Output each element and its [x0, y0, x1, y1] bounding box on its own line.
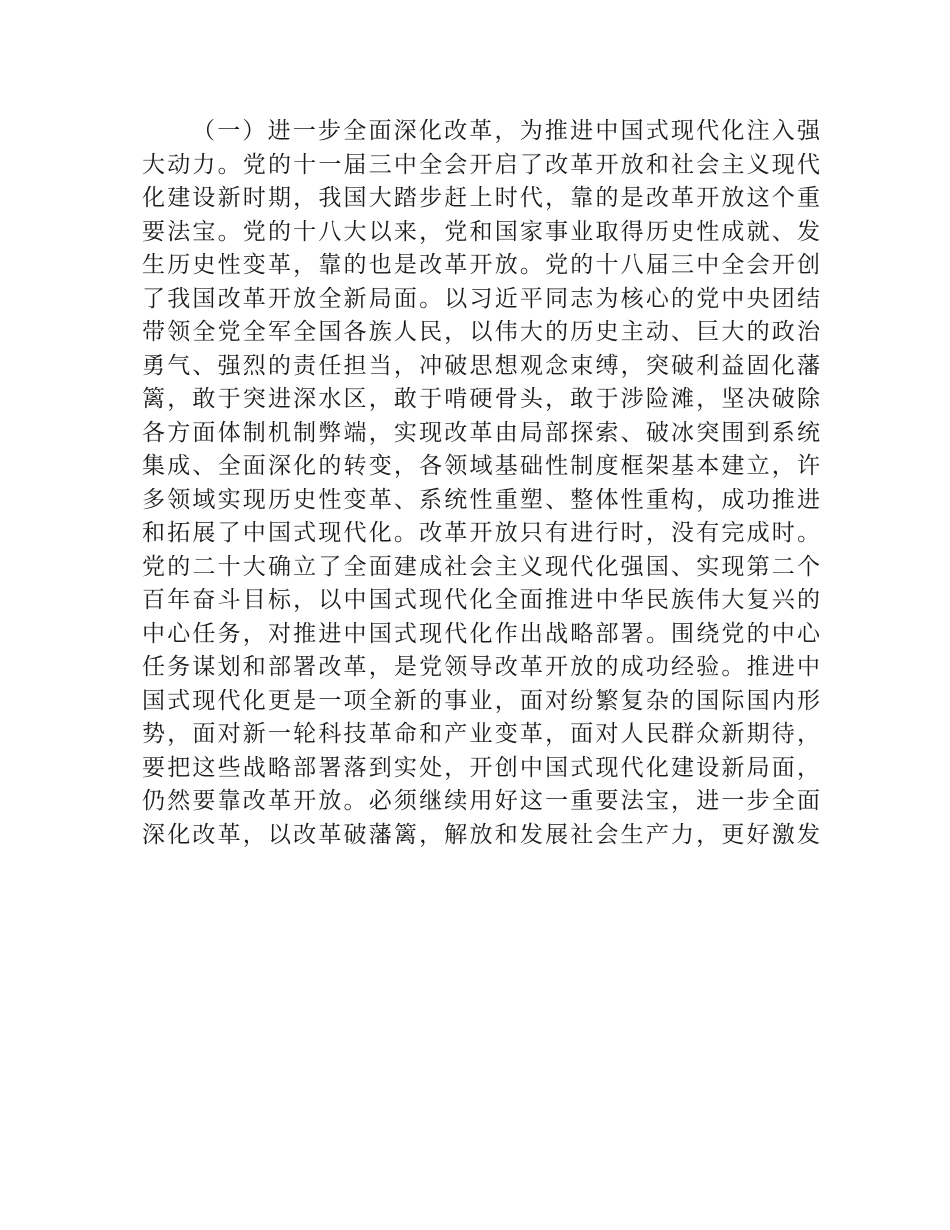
paragraph-line: 生历史性变革，靠的也是改革开放。党的十八届三中全会开创 [142, 252, 822, 278]
paragraph-line: 国式现代化更是一项全新的事业，面对纷繁复杂的国际国内形 [142, 687, 822, 714]
paragraph-line: 仍然要靠改革开放。必须继续用好这一重要法宝，进一步全面 [142, 788, 822, 814]
paragraph-line: 集成、全面深化的转变，各领域基础性制度框架基本建立，许 [142, 453, 822, 479]
body-paragraph [142, 115, 822, 852]
paragraph-line: 要把这些战略部署落到实处，开创中国式现代化建设新局面， [142, 754, 822, 781]
paragraph-line: 和拓展了中国式现代化。改革开放只有进行时，没有完成时。 [142, 520, 822, 546]
paragraph-line: 带领全党全军全国各族人民，以伟大的历史主动、巨大的政治 [142, 319, 822, 345]
paragraph-line: 勇气、强烈的责任担当，冲破思想观念束缚，突破利益固化藩 [142, 352, 822, 379]
paragraph-line: 深化改革，以改革破藩篱，解放和发展社会生产力，更好激发 [142, 821, 822, 848]
paragraph-line: 势，面对新一轮科技革命和产业变革，面对人民群众新期待， [142, 721, 822, 747]
paragraph-line: （一）进一步全面深化改革，为推进中国式现代化注入强 [192, 118, 822, 144]
paragraph-line: 百年奋斗目标，以中国式现代化全面推进中华民族伟大复兴的 [142, 587, 822, 613]
paragraph-line: 大动力。党的十一届三中全会开启了改革开放和社会主义现代 [142, 151, 822, 178]
paragraph-line: 要法宝。党的十八大以来，党和国家事业取得历史性成就、发 [142, 218, 822, 245]
paragraph-line: 化建设新时期，我国大踏步赶上时代，靠的是改革开放这个重 [142, 185, 822, 211]
paragraph-line: 多领域实现历史性变革、系统性重塑、整体性重构，成功推进 [142, 486, 822, 513]
paragraph-line: 篱，敢于突进深水区，敢于啃硬骨头，敢于涉险滩，坚决破除 [142, 386, 822, 412]
paragraph-line: 了我国改革开放全新局面。以习近平同志为核心的党中央团结 [142, 285, 822, 312]
paragraph-line: 中心任务，对推进中国式现代化作出战略部署。围绕党的中心 [142, 620, 822, 647]
paragraph-line: 党的二十大确立了全面建成社会主义现代化强国、实现第二个 [142, 553, 822, 580]
paragraph-line: 各方面体制机制弊端，实现改革由局部探索、破冰突围到系统 [142, 419, 822, 446]
paragraph-line: 任务谋划和部署改革，是党领导改革开放的成功经验。推进中 [142, 654, 822, 680]
